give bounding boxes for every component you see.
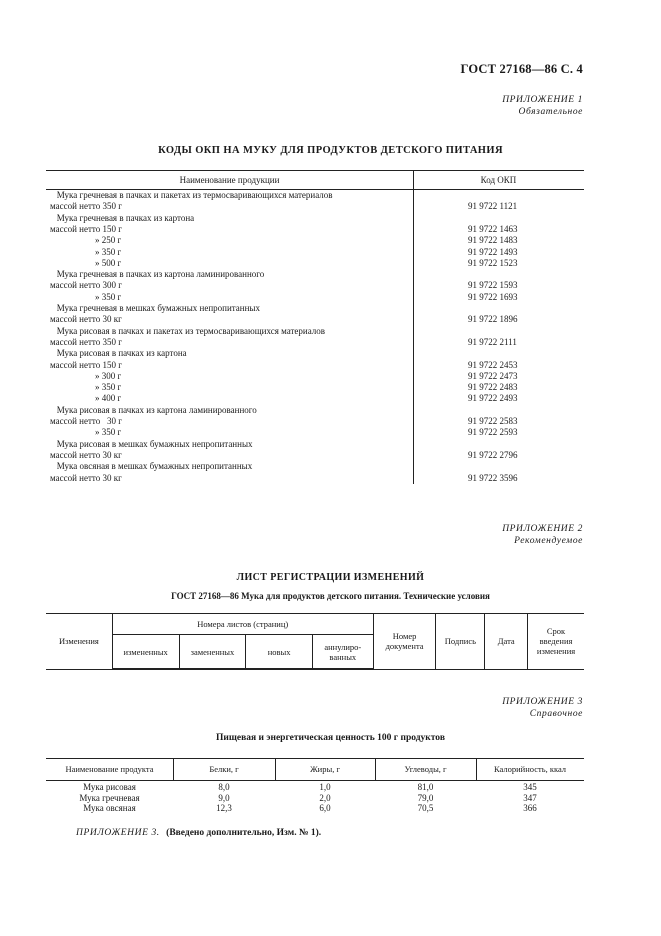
column-header-date: Дата — [485, 614, 528, 670]
product-name: Мука рисовая в пачках из картона — [50, 348, 187, 359]
fat-value: 6,0 — [319, 803, 331, 813]
column-header-product: Наименование продукта — [65, 764, 154, 774]
product-name: » 300 г — [50, 370, 122, 381]
appendix-2-label: ПРИЛОЖЕНИЕ 2 — [502, 524, 583, 534]
column-header-annulled: аннулиро- ванных — [312, 635, 373, 670]
okp-code: 91 9722 1121 — [468, 201, 518, 212]
column-header-protein: Белки, г — [209, 764, 239, 774]
column-header-carbs: Углеводы, г — [404, 764, 447, 774]
product-name: массой нетто 30 кг — [50, 472, 122, 483]
product-name: » 350 г — [50, 382, 122, 393]
column-header-new: новых — [246, 635, 313, 670]
note-text: (Введено дополнительно, Изм. № 1). — [166, 828, 322, 838]
column-header-product: Наименование продукции — [179, 175, 280, 185]
okp-code: 91 9722 2593 — [468, 427, 518, 438]
okp-code: 91 9722 1463 — [468, 223, 518, 234]
okp-code: 91 9722 2493 — [468, 393, 518, 404]
calories-value: 347 — [523, 792, 537, 803]
okp-code: 91 9722 2473 — [468, 370, 518, 381]
okp-code: 91 9722 2483 — [468, 382, 518, 393]
appendix-2-subtitle: ГОСТ 27168—86 Мука для продуктов детского питания. Технические условия — [171, 591, 490, 601]
product-name: » 350 г — [50, 246, 122, 257]
carbs-value: 79,0 — [417, 792, 434, 803]
column-header-signature: Подпись — [436, 614, 485, 670]
product-name: массой нетто 350 г — [50, 201, 122, 212]
okp-code: 91 9722 1693 — [468, 291, 518, 302]
appendix-1-title: КОДЫ ОКП НА МУКУ ДЛЯ ПРОДУКТОВ ДЕТСКОГО ПИТАНИЯ — [158, 145, 503, 156]
product-name: Мука рисовая — [83, 782, 136, 792]
column-header-code: Код ОКП — [480, 175, 517, 185]
product-name: Мука рисовая в пачках и пакетах из термосваривающихся материалов — [50, 325, 326, 336]
protein-value: 8,0 — [218, 782, 230, 792]
table-rule — [46, 780, 584, 781]
product-name: » 500 г — [50, 257, 122, 268]
carbs-value: 70,5 — [417, 803, 434, 813]
appendix-1-label: ПРИЛОЖЕНИЕ 1 — [502, 95, 583, 105]
product-name: » 250 г — [50, 235, 122, 246]
okp-code: 91 9722 1593 — [468, 280, 518, 291]
okp-code: 91 9722 2453 — [468, 359, 518, 370]
product-name: » 400 г — [50, 393, 122, 404]
product-name: массой нетто 30 кг — [50, 314, 122, 325]
product-name: Мука гречневая в пачках из картона ламинированного — [50, 269, 265, 280]
product-name: массой нетто 350 г — [50, 336, 122, 347]
okp-code: 91 9722 2111 — [468, 336, 517, 347]
appendix-3-status: Справочное — [529, 709, 583, 719]
column-header-replaced: замененных — [179, 635, 246, 670]
okp-code: 91 9722 1483 — [468, 235, 518, 246]
product-name: Мука гречневая в пачках и пакетах из термосваривающихся материалов — [50, 190, 333, 200]
fat-value: 2,0 — [319, 792, 331, 803]
product-name: » 350 г — [50, 427, 122, 438]
calories-value: 366 — [523, 803, 537, 813]
column-header-fat: Жиры, г — [310, 764, 340, 774]
column-header-sheet-numbers: Номера листов (страниц) — [112, 614, 373, 635]
product-name: массой нетто 30 кг — [50, 449, 122, 460]
protein-value: 9,0 — [218, 792, 230, 803]
okp-code: 91 9722 1493 — [468, 246, 518, 257]
okp-code: 91 9722 2583 — [468, 416, 518, 426]
product-name: Мука рисовая в пачках из картона ламинированного — [50, 404, 257, 415]
product-name: Мука овсяная — [83, 803, 136, 813]
column-header-calories: Калорийность, ккал — [493, 764, 567, 774]
product-name: массой нетто 150 г — [50, 223, 122, 234]
document-reference: ГОСТ 27168—86 С. 4 — [460, 62, 583, 76]
okp-code: 91 9722 3596 — [468, 472, 518, 483]
carbs-value: 81,0 — [417, 782, 434, 792]
change-registration-table — [46, 613, 584, 670]
note-label: ПРИЛОЖЕНИЕ 3. — [76, 828, 160, 838]
appendix-2-status: Рекомендуемое — [514, 536, 583, 546]
column-header-term: Срок введения изменения — [528, 614, 584, 670]
product-name: » 350 г — [50, 291, 122, 302]
appendix-3-label: ПРИЛОЖЕНИЕ 3 — [502, 697, 583, 707]
appendix-3-note — [76, 828, 321, 838]
fat-value: 1,0 — [319, 782, 331, 792]
product-name: Мука гречневая в мешках бумажных непропитанных — [50, 303, 260, 313]
product-name: Мука рисовая в мешках бумажных непропитанных — [50, 438, 253, 449]
appendix-1-status: Обязательное — [518, 107, 583, 117]
appendix-3-title: Пищевая и энергетическая ценность 100 г продуктов — [216, 733, 445, 743]
product-name: массой нетто 30 г — [50, 416, 122, 426]
product-name: массой нетто 150 г — [50, 359, 122, 370]
table-rule — [46, 758, 584, 759]
column-header-document: Номер документа — [373, 614, 436, 670]
appendix-2-title: ЛИСТ РЕГИСТРАЦИИ ИЗМЕНЕНИЙ — [236, 572, 425, 583]
okp-code: 91 9722 1896 — [468, 314, 518, 325]
column-header-changes: Изменения — [46, 614, 112, 670]
product-name: Мука гречневая — [79, 792, 140, 803]
okp-code: 91 9722 1523 — [468, 257, 518, 268]
product-name: Мука гречневая в пачках из картона — [50, 212, 195, 223]
table-rule — [413, 189, 414, 484]
calories-value: 345 — [523, 782, 537, 792]
table-rule — [46, 170, 584, 171]
product-name: Мука овсяная в мешках бумажных непропитанных — [50, 461, 253, 472]
okp-code: 91 9722 2796 — [468, 449, 518, 460]
protein-value: 12,3 — [216, 803, 232, 813]
column-header-changed: измененных — [112, 635, 179, 670]
product-name: массой нетто 300 г — [50, 280, 122, 291]
